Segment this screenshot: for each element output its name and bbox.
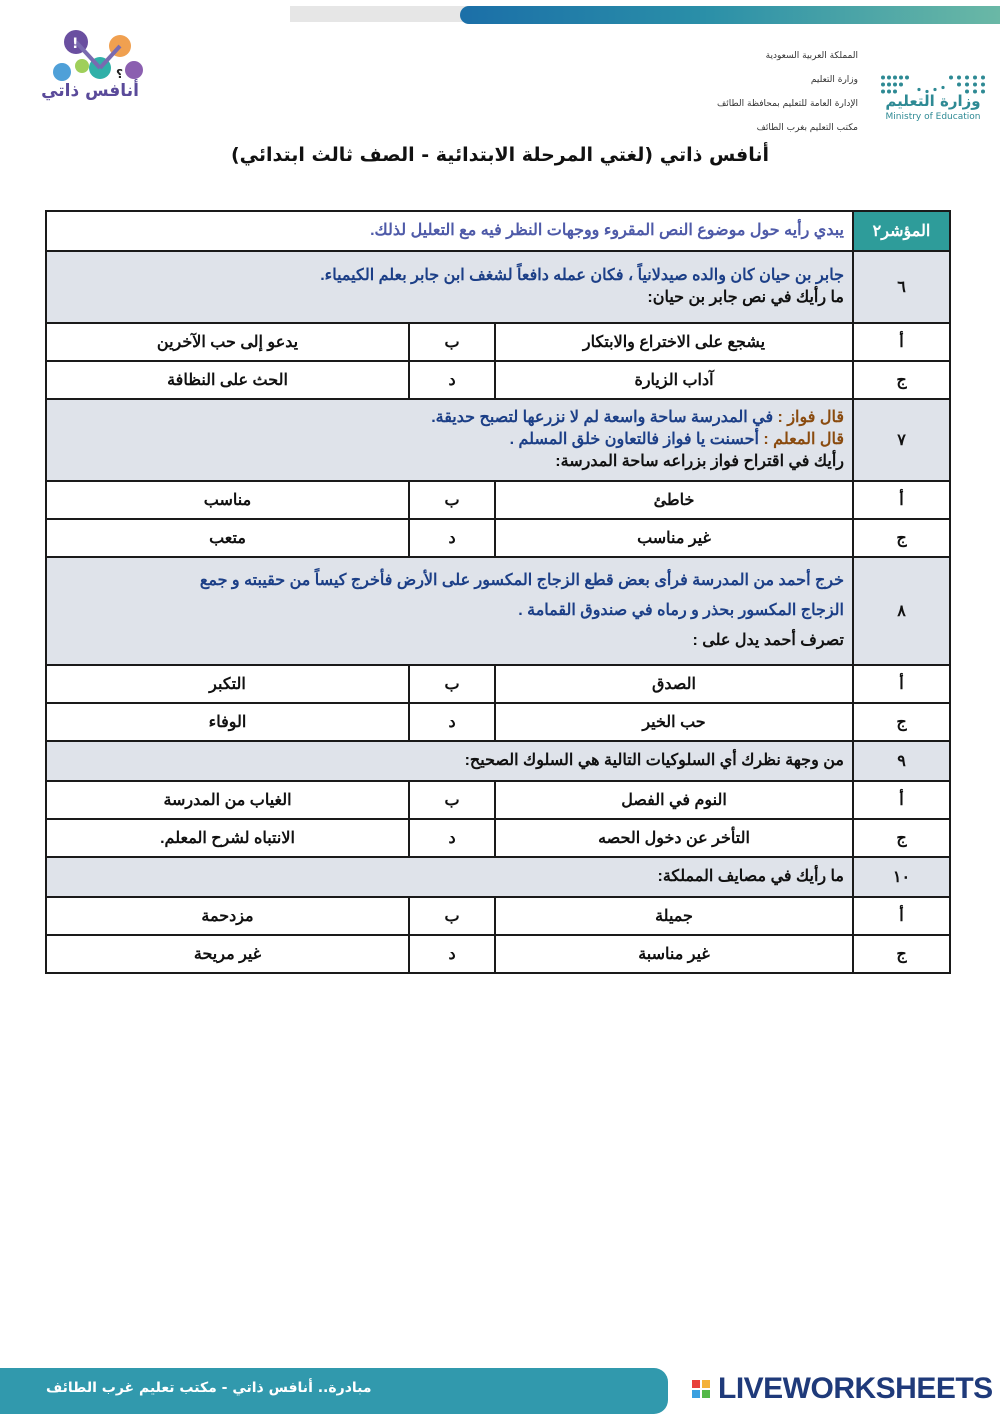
option-c[interactable]: حب الخير <box>495 703 853 741</box>
ministry-name-ar: وزارة التعليم <box>885 92 981 110</box>
option-letter: أ <box>853 323 950 361</box>
option-a[interactable]: خاطئ <box>495 481 853 519</box>
top-grey-strip <box>290 6 470 22</box>
header-line-4: مكتب التعليم بغرب الطائف <box>756 123 858 133</box>
option-letter: د <box>409 519 495 557</box>
dialogue-line-1 <box>55 407 844 429</box>
option-d[interactable]: الوفاء <box>46 703 409 741</box>
options-row <box>46 781 950 819</box>
question-number: ١٠ <box>853 857 950 897</box>
question-row <box>46 557 950 665</box>
option-letter: ج <box>853 935 950 973</box>
question-row <box>46 251 950 323</box>
question-prompt: رأيك في اقتراح فواز بزراعه ساحة المدرسة: <box>555 453 844 470</box>
option-letter: د <box>409 819 495 857</box>
question-number: ٨ <box>853 557 950 665</box>
option-letter: أ <box>853 665 950 703</box>
question-row <box>46 741 950 781</box>
option-b[interactable]: يدعو إلى حب الآخرين <box>46 323 409 361</box>
option-c[interactable]: غير مناسبة <box>495 935 853 973</box>
options-row <box>46 665 950 703</box>
header-line-1: المملكة العربية السعودية <box>765 51 858 61</box>
question-number: ٩ <box>853 741 950 781</box>
options-row <box>46 935 950 973</box>
option-c[interactable]: غير مناسب <box>495 519 853 557</box>
options-row <box>46 519 950 557</box>
option-a[interactable]: الصدق <box>495 665 853 703</box>
option-letter: ج <box>853 519 950 557</box>
speech-text: في المدرسة ساحة واسعة لم لا نزرعها لتصبح حديقة. <box>431 409 774 426</box>
option-letter: أ <box>853 481 950 519</box>
options-row <box>46 703 950 741</box>
indicator-row <box>46 211 950 251</box>
option-letter: ج <box>853 361 950 399</box>
option-d[interactable]: الحث على النظافة <box>46 361 409 399</box>
option-a[interactable]: يشجع على الاختراع والابتكار <box>495 323 853 361</box>
options-row <box>46 361 950 399</box>
option-d[interactable]: الانتباه لشرح المعلم. <box>46 819 409 857</box>
options-row <box>46 323 950 361</box>
page-title: أنافس ذاتي (لغتي المرحلة الابتدائية - الصف ثالث ابتدائي) <box>230 144 770 166</box>
top-gradient-bar <box>460 6 1000 24</box>
logo-text: أنافس ذاتي <box>41 81 139 101</box>
question-prompt: ما رأيك في نص جابر بن حيان: <box>647 289 844 306</box>
option-letter: أ <box>853 781 950 819</box>
option-letter: ب <box>409 323 495 361</box>
option-b[interactable]: مزدحمة <box>46 897 409 935</box>
footer-text: مبادرة.. أنافس ذاتي - مكتب تعليم غرب الطائف <box>46 1380 372 1396</box>
option-d[interactable]: غير مريحة <box>46 935 409 973</box>
option-a[interactable]: النوم في الفصل <box>495 781 853 819</box>
option-letter: د <box>409 703 495 741</box>
options-row <box>46 481 950 519</box>
options-row <box>46 819 950 857</box>
header-line-3: الإدارة العامة للتعليم بمحافظة الطائف <box>716 99 858 109</box>
option-b[interactable]: التكبر <box>46 665 409 703</box>
question-text <box>46 399 853 481</box>
option-c[interactable]: التأخر عن دخول الحصه <box>495 819 853 857</box>
option-a[interactable]: جميلة <box>495 897 853 935</box>
liveworksheets-brand[interactable]: LIVEWORKSHEETS <box>718 1372 993 1405</box>
question-number: ٦ <box>853 251 950 323</box>
anafes-logo-icon <box>38 26 158 121</box>
worksheet-table <box>45 210 951 974</box>
question-line: الزجاج المكسور بحذر و رماه في صندوق القمامة . <box>518 602 844 619</box>
option-b[interactable]: مناسب <box>46 481 409 519</box>
question-text <box>46 557 853 665</box>
option-letter: د <box>409 361 495 399</box>
option-letter: ب <box>409 781 495 819</box>
option-letter: ج <box>853 703 950 741</box>
svg-text:؟: ؟ <box>116 67 123 81</box>
option-letter: ب <box>409 481 495 519</box>
option-letter: ج <box>853 819 950 857</box>
indicator-text: يبدي رأيه حول موضوع النص المقروء ووجهات النظر فيه مع التعليل لذلك. <box>46 211 853 251</box>
dialogue-line-2 <box>55 429 844 451</box>
question-row <box>46 857 950 897</box>
option-b[interactable]: الغياب من المدرسة <box>46 781 409 819</box>
option-letter: ب <box>409 897 495 935</box>
speaker-label: قال المعلم : <box>763 431 844 448</box>
svg-text:!: ! <box>72 36 79 52</box>
header-org-lines <box>717 44 858 140</box>
speaker-label: قال فواز : <box>777 409 844 426</box>
question-line: خرج أحمد من المدرسة فرأى بعض قطع الزجاج المكسور على الأرض فأخرج كيساً من حقيبته و جمع <box>199 572 844 589</box>
question-text: ما رأيك في مصايف المملكة: <box>46 857 853 897</box>
question-number: ٧ <box>853 399 950 481</box>
option-letter: د <box>409 935 495 973</box>
option-letter: ب <box>409 665 495 703</box>
question-text: من وجهة نظرك أي السلوكيات التالية هي السلوك الصحيح: <box>46 741 853 781</box>
question-line: جابر بن حيان كان والده صيدلانياً ، فكان عمله دافعاً لشغف ابن جابر بعلم الكيمياء. <box>320 267 844 284</box>
option-letter: أ <box>853 897 950 935</box>
header-line-2: وزارة التعليم <box>810 75 858 85</box>
indicator-label: المؤشر٢ <box>853 211 950 251</box>
option-c[interactable]: آداب الزيارة <box>495 361 853 399</box>
option-d[interactable]: متعب <box>46 519 409 557</box>
ministry-name-en: Ministry of Education <box>885 112 981 122</box>
options-row <box>46 897 950 935</box>
question-prompt: تصرف أحمد يدل على : <box>692 632 844 649</box>
question-text <box>46 251 853 323</box>
speech-text: أحسنت يا فواز فالتعاون خلق المسلم . <box>509 431 759 448</box>
question-row <box>46 399 950 481</box>
